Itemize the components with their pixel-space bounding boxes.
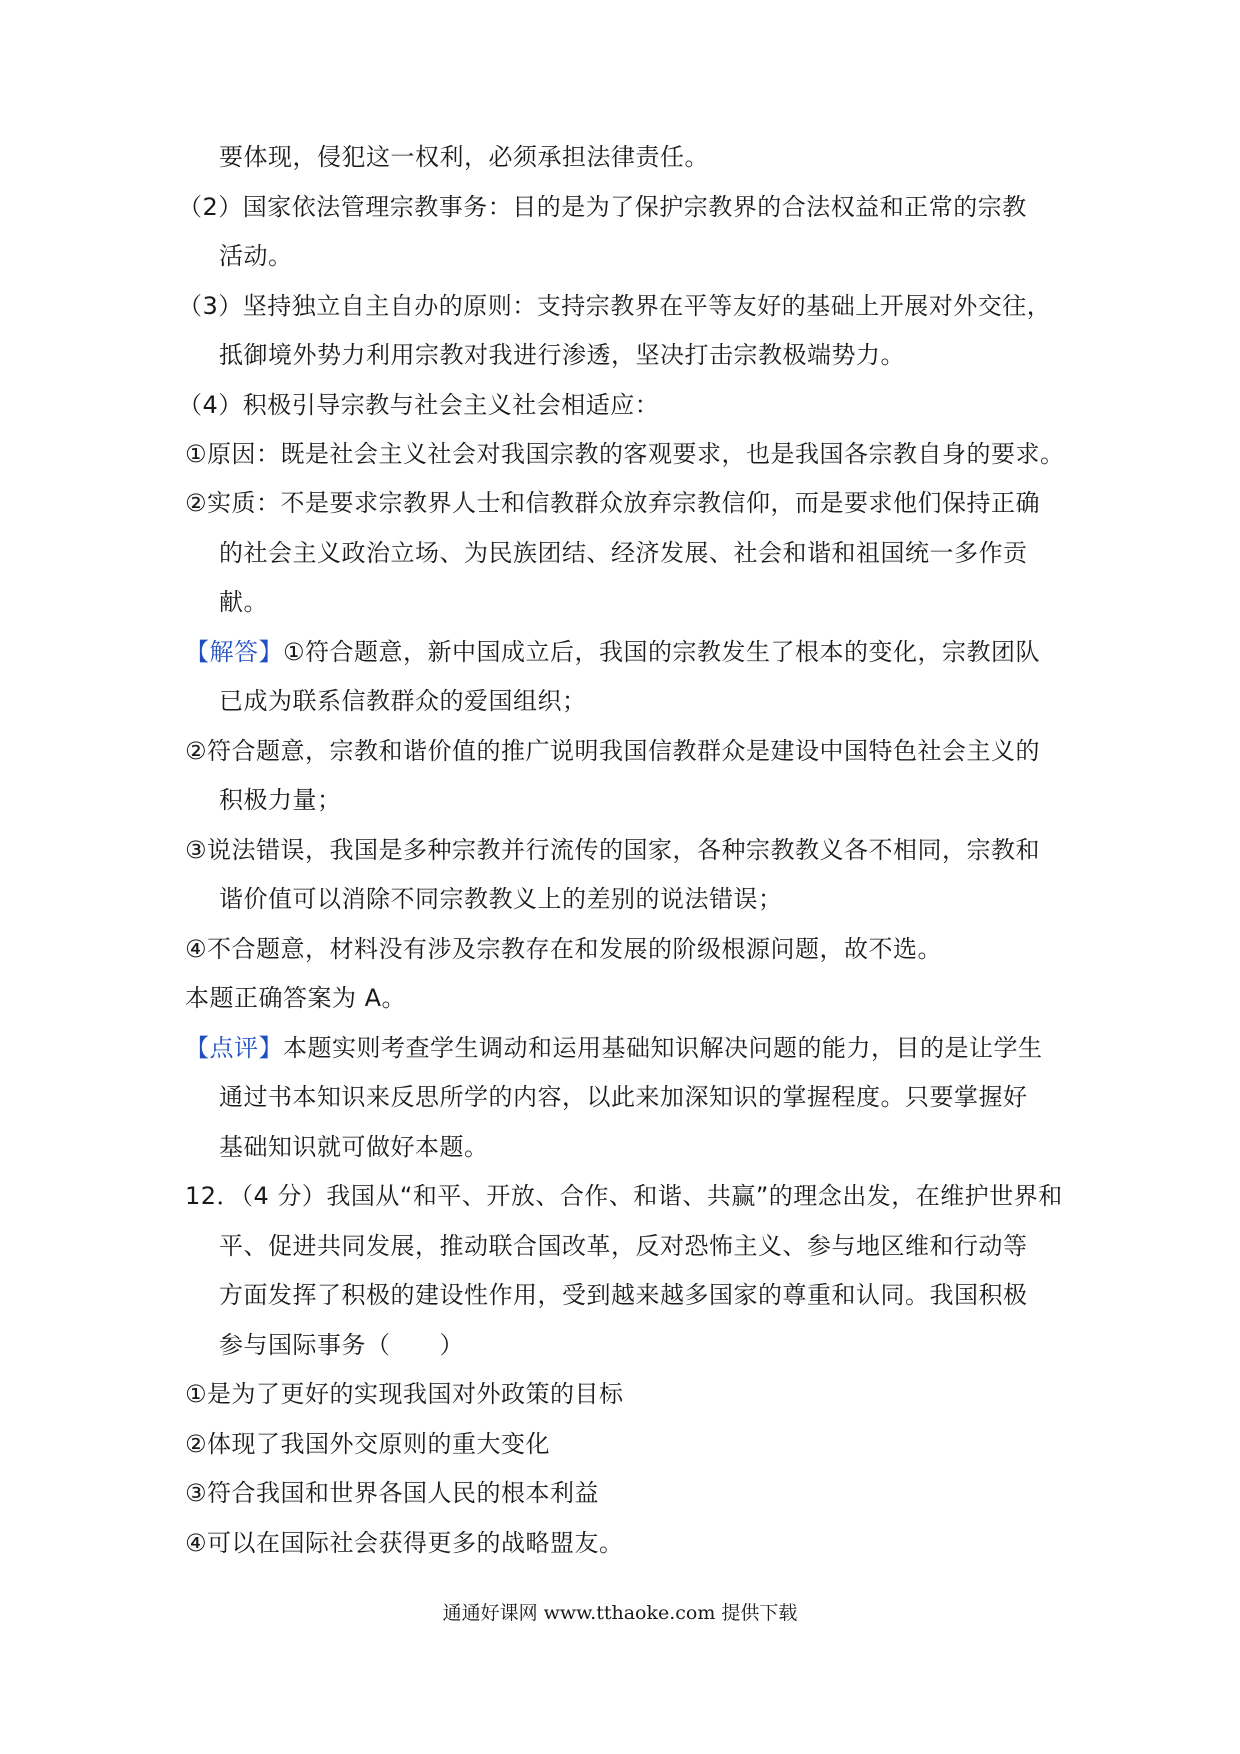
text-line: 积极力量； (219, 786, 342, 814)
text-line: （4）积极引导宗教与社会主义社会相适应： (178, 391, 660, 419)
text-line: （2）国家依法管理宗教事务：目的是为了保护宗教界的合法权益和正常的宗教 (178, 193, 1027, 221)
option-1: ①是为了更好的实现我国对外政策的目标 (185, 1380, 624, 1408)
text-line: 的社会主义政治立场、为民族团结、经济发展、社会和谐和祖国统一多作贡 (219, 539, 1028, 567)
answer-tag: 【解答】 (185, 638, 283, 666)
option-4: ④可以在国际社会获得更多的战略盟友。 (185, 1529, 624, 1557)
text-line: 参与国际事务（ ） (219, 1331, 464, 1359)
text-line: 基础知识就可做好本题。 (219, 1133, 489, 1161)
text-line: ①原因：既是社会主义社会对我国宗教的客观要求，也是我国各宗教自身的要求。 (185, 440, 1065, 468)
option-2: ②体现了我国外交原则的重大变化 (185, 1430, 551, 1458)
text-line: 谐价值可以消除不同宗教教义上的差别的说法错误； (219, 885, 783, 913)
text-line: ②实质：不是要求宗教界人士和信教群众放弃宗教信仰，而是要求他们保持正确 (185, 489, 1041, 517)
text-line: 活动。 (219, 242, 293, 270)
correct-answer: 本题正确答案为 A。 (185, 984, 407, 1012)
comment-tag: 【点评】 (185, 1034, 283, 1062)
text-line: （3）坚持独立自主自办的原则：支持宗教界在平等友好的基础上开展对外交往， (178, 292, 1052, 320)
answer-line (185, 636, 1040, 668)
text-line: ②符合题意，宗教和谐价值的推广说明我国信教群众是建设中国特色社会主义的 (185, 737, 1041, 765)
text-span: 本题实则考查学生调动和运用基础知识解决问题的能力，目的是让学生 (283, 1034, 1043, 1062)
text-line: 要体现，侵犯这一权利，必须承担法律责任。 (219, 143, 709, 171)
text-line: 抵御境外势力利用宗教对我进行渗透，坚决打击宗教极端势力。 (219, 341, 905, 369)
page-footer: 通通好课网 www.tthaoke.com 提供下载 (442, 1602, 798, 1624)
text-line: ④不合题意，材料没有涉及宗教存在和发展的阶级根源问题，故不选。 (185, 935, 943, 963)
text-line: ③说法错误，我国是多种宗教并行流传的国家，各种宗教教义各不相同，宗教和 (185, 836, 1041, 864)
comment-line (185, 1032, 1043, 1064)
text-line: 方面发挥了积极的建设性作用，受到越来越多国家的尊重和认同。我国积极 (219, 1281, 1028, 1309)
text-line: 通过书本知识来反思所学的内容，以此来加深知识的掌握程度。只要掌握好 (219, 1083, 1028, 1111)
text-span: ①符合题意，新中国成立后，我国的宗教发生了根本的变化，宗教团队 (283, 638, 1041, 666)
text-line: 平、促进共同发展，推动联合国改革，反对恐怖主义、参与地区维和行动等 (219, 1232, 1028, 1260)
text-line: 已成为联系信教群众的爱国组织； (219, 687, 587, 715)
question-12: 12．（4 分）我国从“和平、开放、合作、和谐、共赢”的理念出发，在维护世界和 (185, 1182, 1063, 1210)
option-3: ③符合我国和世界各国人民的根本利益 (185, 1479, 600, 1507)
text-line: 献。 (219, 588, 268, 616)
